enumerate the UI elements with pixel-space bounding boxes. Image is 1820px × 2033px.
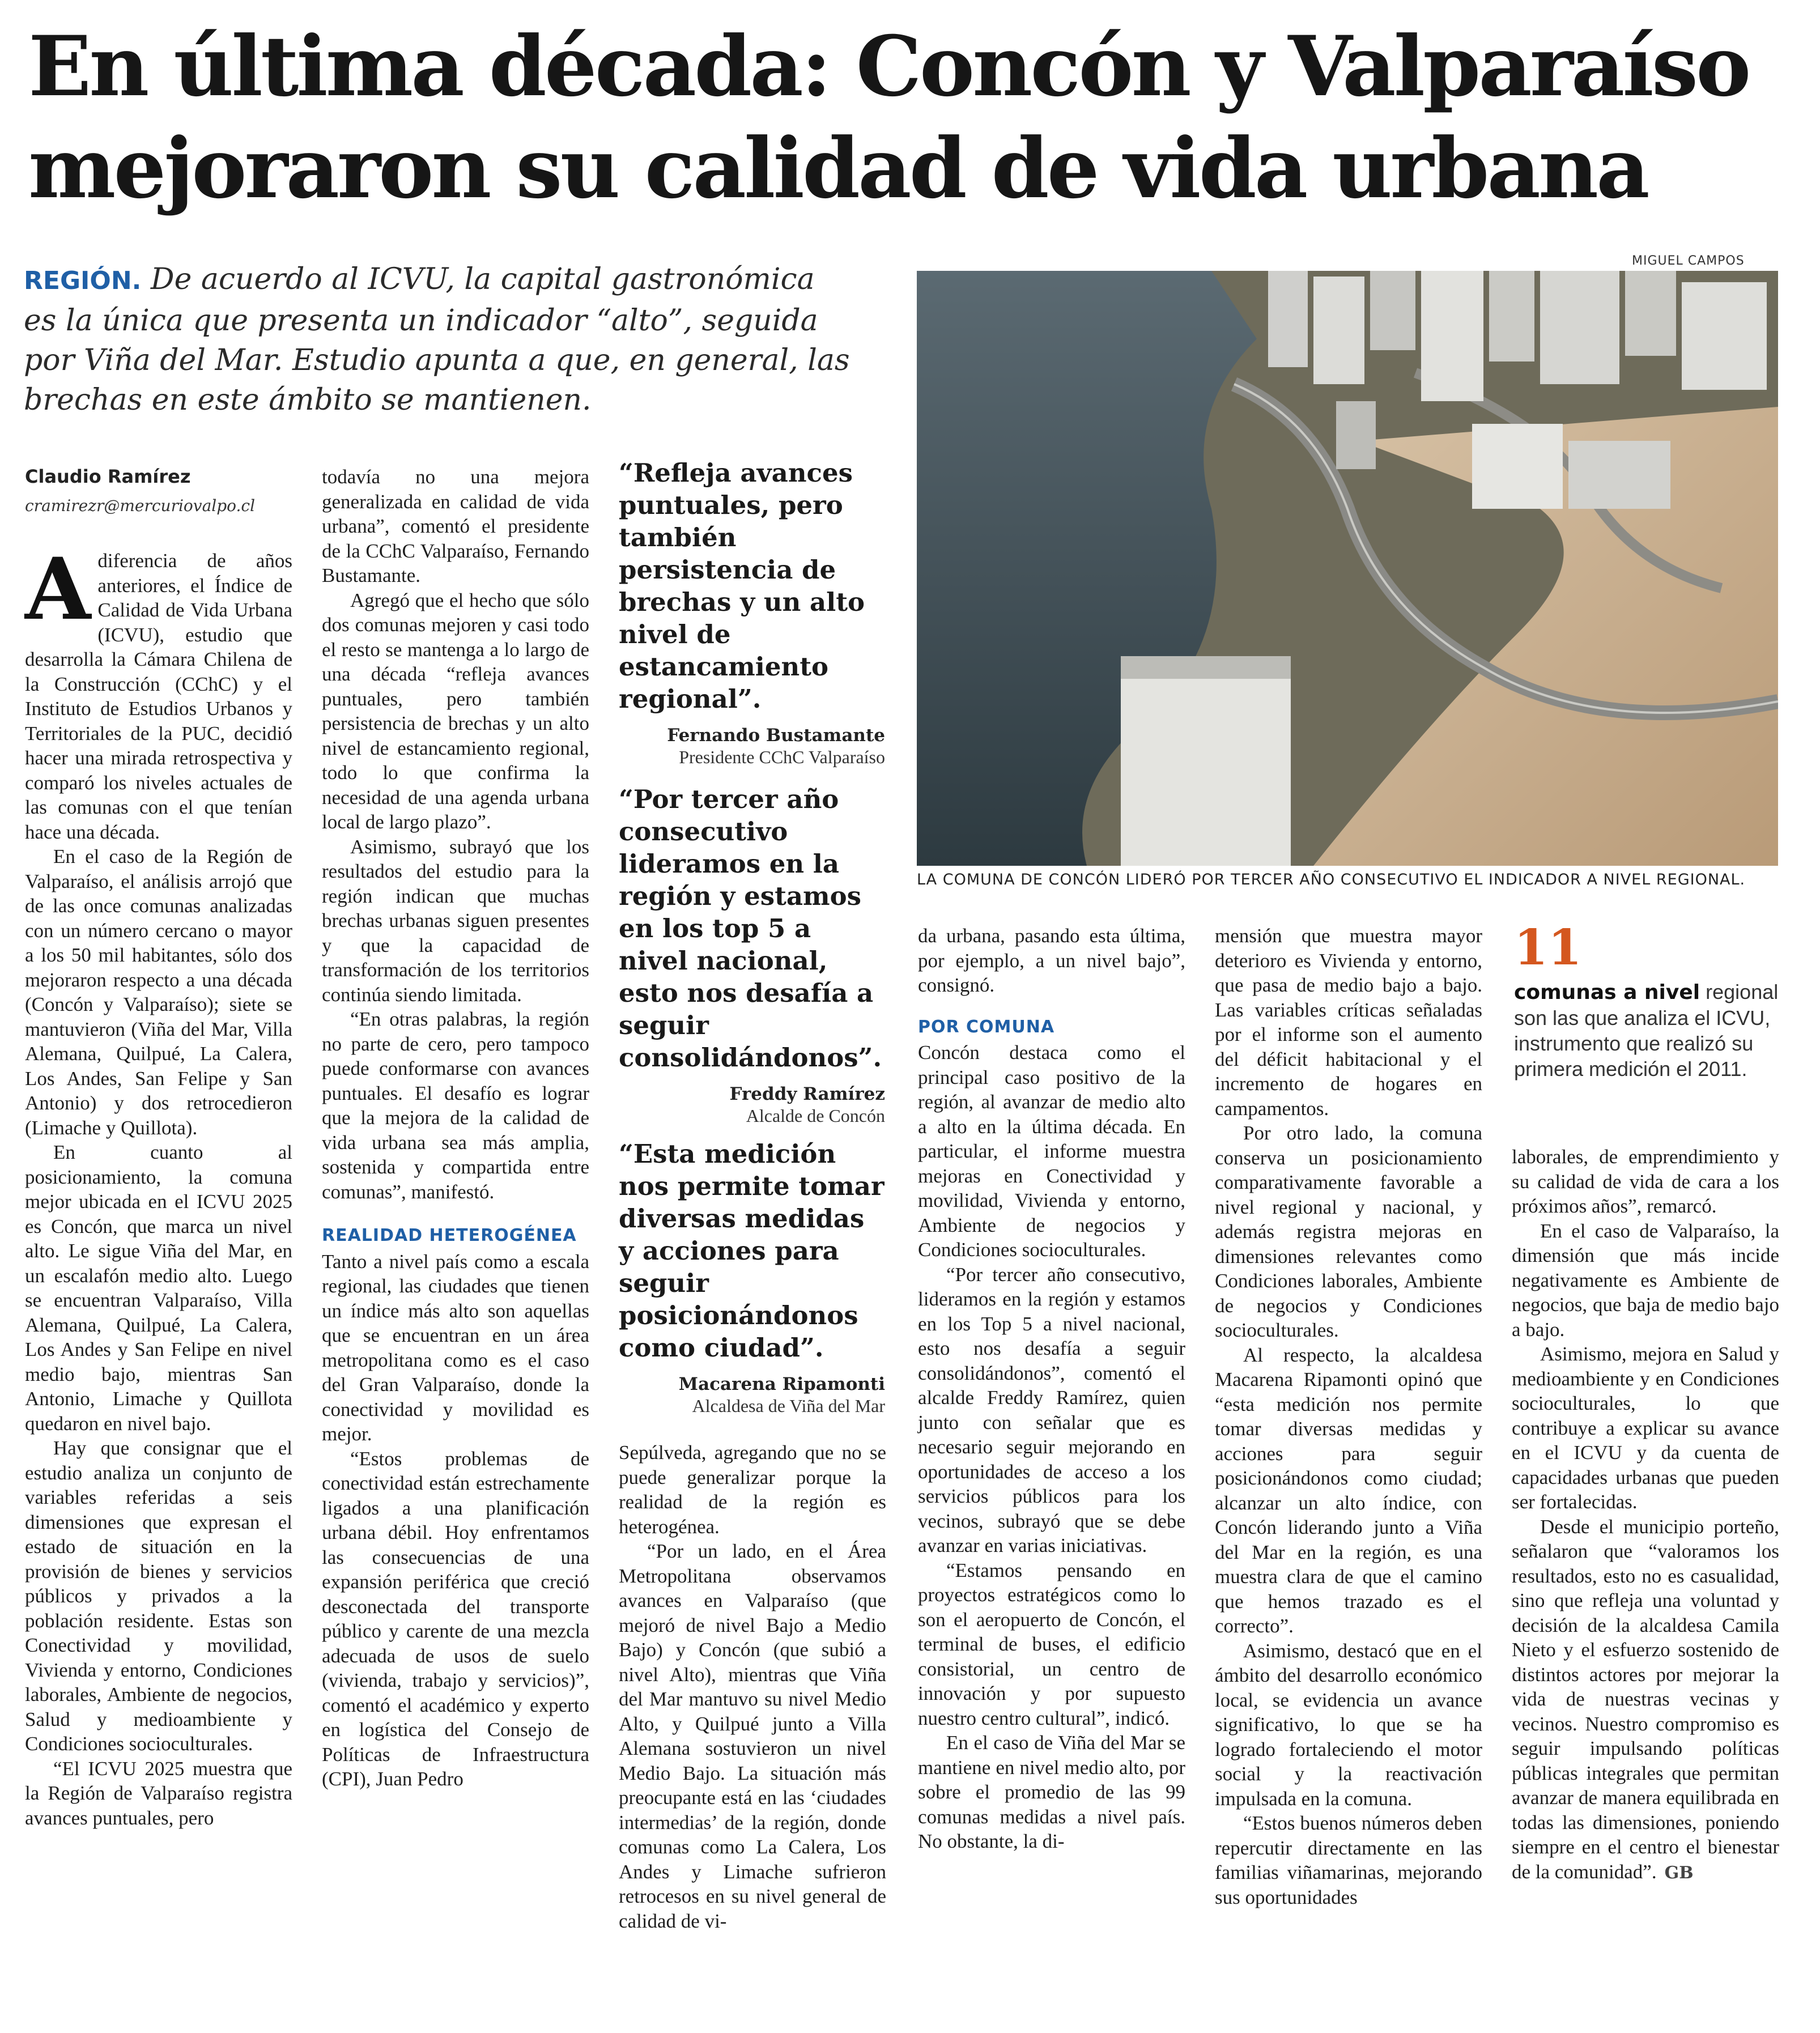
- stat-body: regional son las que analiza el ICVU, instrumento que realizó su primera medición el 2011.: [1514, 980, 1779, 1081]
- paragraph: Por otro lado, la comuna conserva un posicionamiento comparativamente favorable a nivel regional y nacional, y además registra mejoras en dimensiones relevantes como Condiciones laborales, Ambiente de negocios y Condiciones socioculturales.: [1215, 1122, 1482, 1341]
- paragraph: “Estos problemas de conectividad están estrechamente ligados a una planificación urbana débil. Hoy enfrentamos las consecuencias de una expansión periférica que creció desconectada del transporte público y carente de una mezcla adecuada de usos de suelo (vivienda, trabajo y servicios)”, comentó el académico y experto en logística del Consejo de Políticas de Infraestructura (CPI), Juan Pedro: [322, 1447, 589, 1790]
- paragraph: Al respecto, la alcaldesa Macarena Ripamonti opinó que “esta medición nos permite tomar diversas medidas y acciones para seguir posicionándonos como ciudad; alcanzar un alto índice, con Concón liderando junto a Viña del Mar en la región, es una muestra clara de que el camino que hemos trazado es el correcto”.: [1215, 1343, 1482, 1637]
- paragraph: Asimismo, mejora en Salud y medioambiente y en Condiciones socioculturales, lo que contribuye a explicar su avance en el ICVU y da cuenta de capacidades urbanas que pueden ser fortalecidas.: [1512, 1343, 1779, 1513]
- paragraph: “El ICVU 2025 muestra que la Región de Valparaíso registra avances puntuales, pero: [25, 1757, 292, 1829]
- paragraph: Adiferencia de años anteriores, el Índice de Calidad de Vida Urbana (ICVU), estudio que desarrolla la Cámara Chilena de la Construcción (CChC) y el Instituto de Estudios Urbanos y Territoriales de la PUC, decidió hacer una mirada retrospectiva y comparó los niveles actuales de las comunas con el que tenían hace una década.: [25, 539, 292, 843]
- pull-quote-ripamonti: [619, 1138, 885, 1417]
- pull-quote-bustamante: [619, 457, 885, 768]
- paragraph: En el caso de Valparaíso, la dimensión que más incide negativamente es Ambiente de negocios, que baja de medio bajo a bajo.: [1512, 1219, 1779, 1341]
- end-mark: GB: [1664, 1862, 1694, 1883]
- stat-text: [1514, 979, 1780, 1082]
- quote-text: “Refleja avances puntuales, pero también persistencia de brechas y un alto nivel de estancamiento regional”.: [619, 458, 865, 714]
- paragraph: “Por un lado, en el Área Metropolitana observamos avances en Valparaíso (que mejoró de nivel Bajo a Medio Bajo) y Concón (que subió a nivel Alto), mientras que Viña del Mar mantuvo su nivel Medio Alto, y Quilpué junto a Villa Alemana sostuvieron un nivel Medio Bajo. La situación más preocupante está en las ‘ciudades intermedias’ de la región, donde comunas como La Calera, Los Andes y Limache sufrieron retrocesos en su nivel general de calidad de vi-: [619, 1540, 886, 1932]
- paragraph: En cuanto al posicionamiento, la comuna mejor ubicada en el ICVU 2025 es Concón, que marca un nivel alto. Le sigue Viña del Mar, en un escalafón medio alto. Luego se encuentran Valparaíso, Villa Alemana, Quilpué, La Calera, Los Andes y San Felipe en nivel medio bajo, mientras San Antonio, Limache y Quillota quedaron en nivel bajo.: [25, 1141, 292, 1435]
- paragraph: da urbana, pasando esta última, por ejemplo, a un nivel bajo”, consignó.: [918, 925, 1185, 996]
- paragraph: todavía no una mejora generalizada en calidad de vida urbana”, comentó el presidente de la CChC Valparaíso, Fernando Bustamante.: [322, 466, 589, 586]
- deck: [24, 260, 851, 420]
- subhead-realidad: REALIDAD HETEROGÉNEA: [322, 1226, 577, 1245]
- paragraph: Desde el municipio porteño, señalaron que “valoramos los resultados, esto no es casualidad, sino que refleja una voluntad y decisión de la alcaldesa Camila Nieto y el esfuerzo sostenido de distintos actores por mejorar la vida de nuestras vecinas y vecinos. Nuestro compromiso es seguir impulsando políticas públicas integrales que permitan avanzar de manera equilibrada en todas las dimensiones, poniendo siempre en el centro el bienestar de la comunidad”. GB: [1512, 1515, 1779, 1883]
- paragraph: mensión que muestra mayor deterioro es Vivienda y entorno, que pasa de medio bajo a bajo. Las variables críticas señaladas por el informe son el aumento del déficit habitacional y el incremento de hogares en campamentos.: [1215, 925, 1482, 1120]
- byline-email[interactable]: cramirezr@mercuriovalpo.cl: [25, 496, 256, 515]
- section-tag: REGIÓN.: [24, 266, 142, 295]
- paragraph: Hay que consignar que el estudio analiza un conjunto de variables referidas a seis dimensiones que expresan el estado de situación en la provisión de bienes y servicios públicos y privados a la población residente. Estas son Conectividad y movilidad, Vivienda y entorno, Condiciones laborales, Ambiente de negocios, Salud y medioambiente y Condiciones socioculturales.: [25, 1437, 292, 1755]
- quote-name: Macarena Ripamonti: [678, 1374, 885, 1394]
- column-5: [1215, 924, 1482, 1909]
- paragraph: Asimismo, subrayó que los resultados del estudio para la región indican que muchas brechas urbanas siguen presentes y que la capacidad de transformación de los territorios continúa siendo limitada.: [322, 835, 589, 1006]
- quote-role: Alcaldesa de Viña del Mar: [692, 1396, 885, 1416]
- drop-cap: A: [25, 539, 91, 639]
- quote-text: “Esta medición nos permite tomar diversas medidas y acciones para seguir posicionándonos como ciudad”.: [619, 1139, 885, 1363]
- column-3: [619, 1440, 886, 1933]
- paragraph: “Estos buenos números deben repercutir directamente en las familias viñamarinas, mejorando sus oportunidades: [1215, 1812, 1482, 1908]
- column-6: [1512, 1145, 1779, 1885]
- paragraph: Agregó que el hecho que sólo dos comunas mejoren y casi todo el resto se mantenga a lo largo de una década “refleja avances puntuales, pero también persistencia de brechas y un alto nivel de estancamiento regional, todo lo que confirma la necesidad de una agenda urbana local de largo plazo”.: [322, 589, 589, 833]
- coast-photo: [917, 271, 1778, 866]
- photo-caption: LA COMUNA DE CONCÓN LIDERÓ POR TERCER AÑO CONSECUTIVO EL INDICADOR A NIVEL REGIONAL.: [917, 871, 1746, 888]
- quote-name: Freddy Ramírez: [729, 1084, 885, 1104]
- pull-quote-ramirez: [619, 783, 885, 1126]
- paragraph: Sepúlveda, agregando que no se puede generalizar porque la realidad de la región es heterogénea.: [619, 1441, 886, 1538]
- column-4: [918, 924, 1185, 1854]
- paragraph: Concón destaca como el principal caso positivo de la región, al avanzar de medio alto a alto en la última década. En particular, el informe muestra mejoras en Conectividad y movilidad, Vivienda y entorno, Ambiente de negocios y Condiciones socioculturales.: [918, 1041, 1185, 1261]
- quote-text: “Por tercer año consecutivo lideramos en la región y estamos en los top 5 a nivel nacional, esto nos desafía a seguir consolidándonos”.: [619, 784, 882, 1073]
- column-2: [322, 465, 589, 1792]
- paragraph: “Por tercer año consecutivo, lideramos en la región y estamos en los Top 5 a nivel nacional, esto nos desafía a seguir consolidándonos”, comentó el alcalde Freddy Ramírez, quien junto con señalar que es necesario seguir mejorando en oportunidades de acceso a los servicios públicos para los vecinos, subrayó que se debe avanzar en varias iniciativas.: [918, 1263, 1185, 1556]
- paragraph: Tanto a nivel país como a escala regional, las ciudades que tienen un índice más alto son aquellas que se encuentran en un área metropolitana como es el caso del Gran Valparaíso, donde la conectividad y movilidad es mejor.: [322, 1250, 589, 1445]
- stat-lead: comunas a nivel: [1514, 981, 1700, 1004]
- quote-role: Presidente CChC Valparaíso: [679, 747, 885, 767]
- stat-number: 11: [1514, 919, 1582, 976]
- paragraph: Asimismo, destacó que en el ámbito del desarrollo económico local, se evidencia un avance significativo, lo que se ha logrado fortaleciendo el motor social y la reactivación impulsada en la comuna.: [1215, 1639, 1482, 1810]
- deck-text: De acuerdo al ICVU, la capital gastronómica es la única que presenta un indicador “alto”, seguida por Viña del Mar. Estudio apunta a que, en general, las brechas en este ámbito se mantienen.: [24, 262, 850, 417]
- paragraph: En el caso de Viña del Mar se mantiene en nivel medio alto, por sobre el promedio de las 99 comunas medidas a nivel país. No obstante, la di-: [918, 1732, 1185, 1852]
- paragraph: laborales, de emprendimiento y su calidad de vida de cara a los próximos años”, remarcó.: [1512, 1146, 1779, 1217]
- byline-author: Claudio Ramírez: [25, 466, 191, 487]
- column-1: [25, 539, 292, 1830]
- quote-role: Alcalde de Concón: [746, 1105, 885, 1126]
- paragraph: “Estamos pensando en proyectos estratégicos como lo son el aeropuerto de Concón, el terminal de buses, el edificio consistorial, un centro de innovación y por supuesto nuestro centro cultural”, indicó.: [918, 1559, 1185, 1729]
- quote-name: Fernando Bustamante: [667, 725, 885, 746]
- subhead-por-comuna: POR COMUNA: [918, 1017, 1055, 1037]
- photo-credit: MIGUEL CAMPOS: [1632, 254, 1745, 268]
- paragraph: En el caso de la Región de Valparaíso, el análisis arrojó que de las once comunas analizadas con un número cercano o mayor a los 50 mil habitantes, sólo dos mejoraron respecto a una década (Concón y Valparaíso); siete se mantuvieron (Viña del Mar, Villa Alemana, Quilpué, La Calera, Los Andes, San Felipe y San Antonio) y dos retrocedieron (Limache y Quillota).: [25, 845, 292, 1139]
- headline: En última década: Concón y Valparaíso mejoraron su calidad de vida urbana: [28, 18, 1749, 217]
- paragraph: “En otras palabras, la región no parte de cero, pero tampoco puede conformarse con avances puntuales. El desafío es lograr que la mejora de la calidad de vida urbana sea más amplia, sostenida y compartida entre comunas”, manifestó.: [322, 1008, 589, 1203]
